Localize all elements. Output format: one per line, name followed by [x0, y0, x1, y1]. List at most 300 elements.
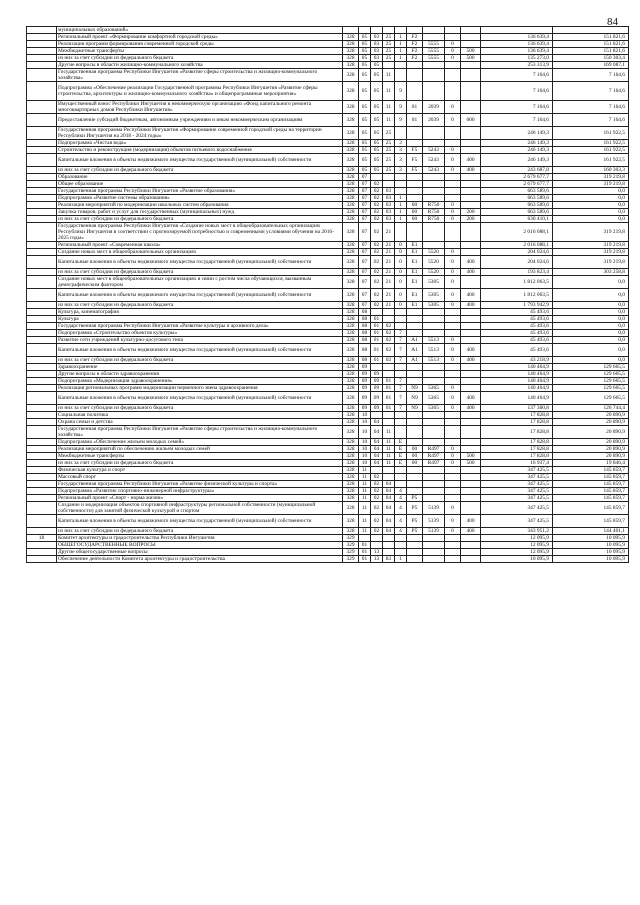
amount-cell-1: 140 464,9 [481, 385, 553, 392]
table-row [27, 48, 629, 55]
row-name-cell: Реализация программ формирования современной городской среды [57, 41, 343, 48]
code-cell: 5139 [423, 515, 445, 528]
amount-cell-1: 243 687,8 [481, 167, 553, 174]
code-cell [395, 323, 407, 330]
code-cell: 02 [371, 223, 383, 242]
code-cell: 08 [359, 330, 371, 337]
code-cell [445, 371, 461, 378]
code-cell: 02 [371, 488, 383, 495]
code-cell: 09 [371, 371, 383, 378]
code-cell: 0 [445, 48, 461, 55]
code-cell: 07 [359, 289, 371, 302]
row-name-cell: Закупка товаров, работ и услуг для государственных (муниципальных) нужд [57, 209, 343, 216]
code-cell: 400 [461, 405, 481, 412]
code-cell: 02 [371, 302, 383, 309]
code-cell: 0 [445, 167, 461, 174]
code-cell [407, 467, 423, 474]
code-cell [461, 467, 481, 474]
code-cell: 10 [359, 446, 371, 453]
code-cell: 0 [445, 154, 461, 167]
code-cell: 500 [461, 460, 481, 467]
code-cell [383, 174, 395, 181]
code-cell: 5520 [423, 269, 445, 276]
code-cell: 05 [359, 62, 371, 69]
code-cell: 328 [343, 140, 359, 147]
code-cell: 05 [371, 69, 383, 82]
row-number-cell [27, 481, 57, 488]
code-cell: 00 [407, 460, 423, 467]
code-cell: F2 [407, 41, 423, 48]
table-row [27, 405, 629, 412]
code-cell: 0 [445, 289, 461, 302]
code-cell: P5 [407, 515, 423, 528]
code-cell: 5305 [423, 276, 445, 289]
code-cell: R750 [423, 209, 445, 216]
code-cell [395, 542, 407, 549]
row-number-cell [27, 419, 57, 426]
code-cell: 11 [359, 474, 371, 481]
code-cell: 328 [343, 62, 359, 69]
code-cell [407, 488, 423, 495]
code-cell: 11 [383, 446, 395, 453]
code-cell: E1 [407, 269, 423, 276]
code-cell: 01 [383, 385, 395, 392]
code-cell: 13 [371, 549, 383, 556]
code-cell: 11 [383, 101, 395, 114]
code-cell: 11 [359, 515, 371, 528]
code-cell: 400 [461, 515, 481, 528]
amount-cell-1: 17 828,8 [481, 439, 553, 446]
code-cell: 25 [383, 48, 395, 55]
code-cell [445, 223, 461, 242]
amount-cell-2: 303 258,8 [553, 269, 629, 276]
table-row [27, 82, 629, 101]
code-cell: 02 [383, 357, 395, 364]
code-cell [461, 412, 481, 419]
code-cell: 05 [371, 101, 383, 114]
table-row [27, 515, 629, 528]
row-number-cell: 18 [27, 535, 57, 542]
code-cell: 200 [461, 209, 481, 216]
code-cell [461, 27, 481, 34]
table-row [27, 55, 629, 62]
amount-cell-2: 145 859,7 [553, 495, 629, 502]
code-cell: 05 [359, 34, 371, 41]
amount-cell-2: 0,0 [553, 323, 629, 330]
code-cell [407, 323, 423, 330]
code-cell: 01 [407, 101, 423, 114]
code-cell [383, 467, 395, 474]
amount-cell-1: 347 425,5 [481, 502, 553, 515]
row-number-cell [27, 460, 57, 467]
amount-cell-1: 343 951,2 [481, 528, 553, 535]
code-cell [461, 82, 481, 101]
code-cell: 328 [343, 82, 359, 101]
code-cell [423, 439, 445, 446]
row-name-cell: Региональный проект «Современная школа» [57, 242, 343, 249]
row-number-cell [27, 515, 57, 528]
code-cell: 500 [461, 48, 481, 55]
code-cell: 328 [343, 223, 359, 242]
amount-cell-1: 193 823,4 [481, 269, 553, 276]
amount-cell-2 [553, 27, 629, 34]
code-cell: 1 [395, 55, 407, 62]
code-cell [445, 309, 461, 316]
row-number-cell [27, 474, 57, 481]
row-name-cell: Подпрограмма «Развитие спортивно-инженерной инфраструктуры» [57, 488, 343, 495]
table-row [27, 302, 629, 309]
code-cell [343, 27, 359, 34]
amount-cell-2: 145 859,7 [553, 502, 629, 515]
code-cell: 04 [383, 502, 395, 515]
code-cell: N9 [407, 392, 423, 405]
row-name-cell: Подпрограмма «Обеспечение реализации Государственной программы Республики Ингушетия «Развитие сферы строительства, архитектуры и жилищно-коммунального хозяйства» и общепрограммные мероприятия» [57, 82, 343, 101]
table-row [27, 216, 629, 223]
table-row [27, 549, 629, 556]
code-cell: 02 [371, 181, 383, 188]
code-cell: 5139 [423, 528, 445, 535]
row-number-cell [27, 195, 57, 202]
code-cell: 11 [383, 439, 395, 446]
code-cell: 328 [343, 364, 359, 371]
code-cell [423, 34, 445, 41]
row-number-cell [27, 82, 57, 101]
row-number-cell [27, 542, 57, 549]
amount-cell-2: 10 095,9 [553, 556, 629, 563]
table-row [27, 202, 629, 209]
row-number-cell [27, 242, 57, 249]
code-cell: 05 [359, 114, 371, 127]
row-number-cell [27, 154, 57, 167]
row-name-cell: Реализация мероприятий по обеспечению жильем молодых семей [57, 446, 343, 453]
code-cell: 02 [383, 344, 395, 357]
code-cell: 01 [371, 357, 383, 364]
amount-cell-2: 0,0 [553, 316, 629, 323]
amount-cell-2: 0,0 [553, 216, 629, 223]
code-cell: A1 [407, 357, 423, 364]
amount-cell-1: 1 793 942,9 [481, 302, 553, 309]
code-cell [395, 426, 407, 439]
code-cell [461, 364, 481, 371]
code-cell: 07 [359, 181, 371, 188]
row-number-cell [27, 181, 57, 188]
code-cell: 328 [343, 114, 359, 127]
amount-cell-1: 17 828,8 [481, 446, 553, 453]
code-cell: 05 [371, 62, 383, 69]
code-cell: E1 [407, 289, 423, 302]
code-cell: 9 [395, 101, 407, 114]
amount-cell-1: 347 425,5 [481, 515, 553, 528]
amount-cell-1: 136 639,4 [481, 48, 553, 55]
code-cell: 328 [343, 269, 359, 276]
code-cell: 03 [371, 48, 383, 55]
code-cell: 00 [407, 202, 423, 209]
code-cell: 328 [343, 412, 359, 419]
code-cell: 4 [395, 488, 407, 495]
table-row [27, 114, 629, 127]
code-cell: 7 [395, 385, 407, 392]
code-cell [461, 202, 481, 209]
row-name-cell: Обеспечение деятельности Комитета архитектуры и градостроительства [57, 556, 343, 563]
code-cell: 5365 [423, 405, 445, 412]
code-cell: 01 [371, 337, 383, 344]
code-cell [423, 495, 445, 502]
code-cell: 05 [359, 69, 371, 82]
code-cell [423, 181, 445, 188]
code-cell [423, 378, 445, 385]
code-cell: F5 [407, 167, 423, 174]
table-row [27, 502, 629, 515]
row-number-cell [27, 127, 57, 140]
code-cell [445, 556, 461, 563]
code-cell [461, 223, 481, 242]
code-cell: 01 [371, 330, 383, 337]
table-row [27, 357, 629, 364]
code-cell: E [395, 460, 407, 467]
code-cell: 05 [371, 167, 383, 174]
row-number-cell [27, 453, 57, 460]
amount-cell-1: 45 493,6 [481, 337, 553, 344]
table-row [27, 167, 629, 174]
code-cell [461, 542, 481, 549]
row-number-cell [27, 69, 57, 82]
code-cell [423, 27, 445, 34]
code-cell [395, 69, 407, 82]
code-cell: 328 [343, 41, 359, 48]
code-cell: 02 [371, 188, 383, 195]
code-cell: 328 [343, 460, 359, 467]
amount-cell-1: 246 149,3 [481, 140, 553, 147]
budget-table [26, 26, 629, 563]
amount-cell-2: 0,0 [553, 289, 629, 302]
amount-cell-1: 347 425,5 [481, 474, 553, 481]
code-cell: 21 [383, 256, 395, 269]
code-cell [371, 542, 383, 549]
table-row [27, 127, 629, 140]
code-cell [423, 488, 445, 495]
code-cell [423, 542, 445, 549]
code-cell [461, 323, 481, 330]
code-cell: 400 [461, 256, 481, 269]
code-cell: 02 [383, 337, 395, 344]
row-number-cell [27, 302, 57, 309]
code-cell: 400 [461, 269, 481, 276]
amount-cell-2: 19 846,4 [553, 460, 629, 467]
amount-cell-1: 246 149,3 [481, 127, 553, 140]
code-cell [407, 316, 423, 323]
code-cell [407, 535, 423, 542]
table-row [27, 316, 629, 323]
code-cell: 4 [395, 528, 407, 535]
code-cell [423, 323, 445, 330]
code-cell: 328 [343, 202, 359, 209]
code-cell: 2039 [423, 101, 445, 114]
row-name-cell: Развитие сети учреждений культурно-досугового типа [57, 337, 343, 344]
code-cell: 0 [445, 269, 461, 276]
row-number-cell [27, 337, 57, 344]
code-cell [461, 378, 481, 385]
row-number-cell [27, 488, 57, 495]
code-cell: 11 [383, 69, 395, 82]
row-number-cell [27, 364, 57, 371]
row-number-cell [27, 378, 57, 385]
code-cell: 328 [343, 495, 359, 502]
code-cell: 3 [395, 154, 407, 167]
row-name-cell: из них за счет субсидии из федерального бюджета [57, 216, 343, 223]
code-cell: 09 [371, 385, 383, 392]
code-cell: 21 [383, 242, 395, 249]
code-cell: 02 [371, 276, 383, 289]
code-cell: 0 [445, 405, 461, 412]
code-cell [461, 276, 481, 289]
code-cell: 400 [461, 302, 481, 309]
code-cell: 05 [371, 154, 383, 167]
amount-cell-2: 20 890,9 [553, 412, 629, 419]
code-cell: 0 [445, 460, 461, 467]
amount-cell-2: 151 821,6 [553, 34, 629, 41]
amount-cell-1: 663 589,6 [481, 209, 553, 216]
code-cell: 21 [383, 289, 395, 302]
row-number-cell [27, 167, 57, 174]
row-number-cell [27, 256, 57, 269]
code-cell: 10 [359, 412, 371, 419]
code-cell: 328 [343, 289, 359, 302]
code-cell [445, 439, 461, 446]
code-cell: 01 [371, 344, 383, 357]
table-row [27, 495, 629, 502]
amount-cell-1: 16 937,4 [481, 460, 553, 467]
code-cell: 02 [371, 528, 383, 535]
code-cell: 500 [461, 55, 481, 62]
code-cell: 0 [395, 256, 407, 269]
code-cell [407, 419, 423, 426]
amount-cell-1: 7 164,6 [481, 114, 553, 127]
code-cell [371, 27, 383, 34]
code-cell: 04 [383, 488, 395, 495]
code-cell [395, 27, 407, 34]
code-cell: 05 [371, 140, 383, 147]
code-cell [445, 195, 461, 202]
row-number-cell [27, 371, 57, 378]
code-cell [461, 426, 481, 439]
row-name-cell: ОБЩЕГОСУДАРСТВЕННЫЕ ВОПРОСЫ [57, 542, 343, 549]
code-cell: 05 [359, 82, 371, 101]
row-number-cell [27, 223, 57, 242]
code-cell [423, 316, 445, 323]
row-number-cell [27, 34, 57, 41]
code-cell [395, 316, 407, 323]
code-cell: 328 [343, 181, 359, 188]
code-cell: 4 [395, 515, 407, 528]
row-name-cell: Региональный проект «Спорт - норма жизни» [57, 495, 343, 502]
code-cell [461, 69, 481, 82]
table-row [27, 392, 629, 405]
code-cell: 328 [343, 378, 359, 385]
code-cell: 5520 [423, 249, 445, 256]
code-cell: 0 [445, 453, 461, 460]
amount-cell-2: 20 890,9 [553, 419, 629, 426]
row-name-cell: Комитет архитектуры и градостроительства Республики Ингушетия [57, 535, 343, 542]
amount-cell-1: 204 024,6 [481, 249, 553, 256]
code-cell [461, 371, 481, 378]
code-cell [461, 316, 481, 323]
code-cell [407, 371, 423, 378]
code-cell: 0 [395, 242, 407, 249]
code-cell: 01 [359, 556, 371, 563]
code-cell: E1 [407, 249, 423, 256]
code-cell [423, 188, 445, 195]
code-cell: 05 [359, 127, 371, 140]
code-cell: 5555 [423, 41, 445, 48]
table-row [27, 140, 629, 147]
row-number-cell [27, 467, 57, 474]
code-cell: 21 [383, 223, 395, 242]
table-row [27, 323, 629, 330]
row-name-cell: Социальная политика [57, 412, 343, 419]
row-name-cell: из них за счет субсидии из федерального бюджета [57, 302, 343, 309]
code-cell [461, 488, 481, 495]
code-cell: R750 [423, 202, 445, 209]
code-cell: 328 [343, 439, 359, 446]
code-cell: 11 [359, 481, 371, 488]
row-name-cell: Межбюджетные трансферты [57, 453, 343, 460]
code-cell [407, 62, 423, 69]
row-number-cell [27, 426, 57, 439]
code-cell: 08 [359, 344, 371, 357]
table-row [27, 209, 629, 216]
code-cell [423, 535, 445, 542]
code-cell: 02 [371, 256, 383, 269]
code-cell: 5305 [423, 302, 445, 309]
row-name-cell: Реализация мероприятий по модернизации школьных систем образования [57, 202, 343, 209]
code-cell [423, 223, 445, 242]
code-cell: 21 [383, 276, 395, 289]
code-cell [383, 419, 395, 426]
row-name-cell: Подпрограмма «Развитие системы образования» [57, 195, 343, 202]
code-cell: E1 [407, 256, 423, 269]
code-cell [407, 188, 423, 195]
amount-cell-2: 319 219,8 [553, 174, 629, 181]
code-cell: 328 [343, 344, 359, 357]
code-cell: 0 [445, 41, 461, 48]
row-number-cell [27, 495, 57, 502]
code-cell: 02 [371, 481, 383, 488]
row-number-cell [27, 323, 57, 330]
code-cell: 00 [407, 446, 423, 453]
code-cell: 328 [343, 515, 359, 528]
table-row [27, 371, 629, 378]
row-name-cell: Культура [57, 316, 343, 323]
code-cell [383, 309, 395, 316]
row-name-cell: Культура, кинематография [57, 309, 343, 316]
code-cell: 05 [371, 147, 383, 154]
code-cell [359, 535, 371, 542]
code-cell: 04 [371, 446, 383, 453]
table-row [27, 330, 629, 337]
table-row [27, 385, 629, 392]
row-number-cell [27, 41, 57, 48]
row-number-cell [27, 147, 57, 154]
code-cell: 01 [383, 378, 395, 385]
code-cell: 08 [359, 309, 371, 316]
amount-cell-2: 0,0 [553, 276, 629, 289]
amount-cell-2: 161 922,5 [553, 147, 629, 154]
code-cell: 328 [343, 502, 359, 515]
code-cell: 5555 [423, 55, 445, 62]
code-cell: 02 [383, 330, 395, 337]
code-cell: 5243 [423, 147, 445, 154]
row-name-cell: Государственная программа Республики Ингушетия «Создание новых мест в общеобразовательных организациях Республики Ингушетия в соответствии с прогнозируемой потребностью и современными условиями обучения на 2016-2025 годы» [57, 223, 343, 242]
